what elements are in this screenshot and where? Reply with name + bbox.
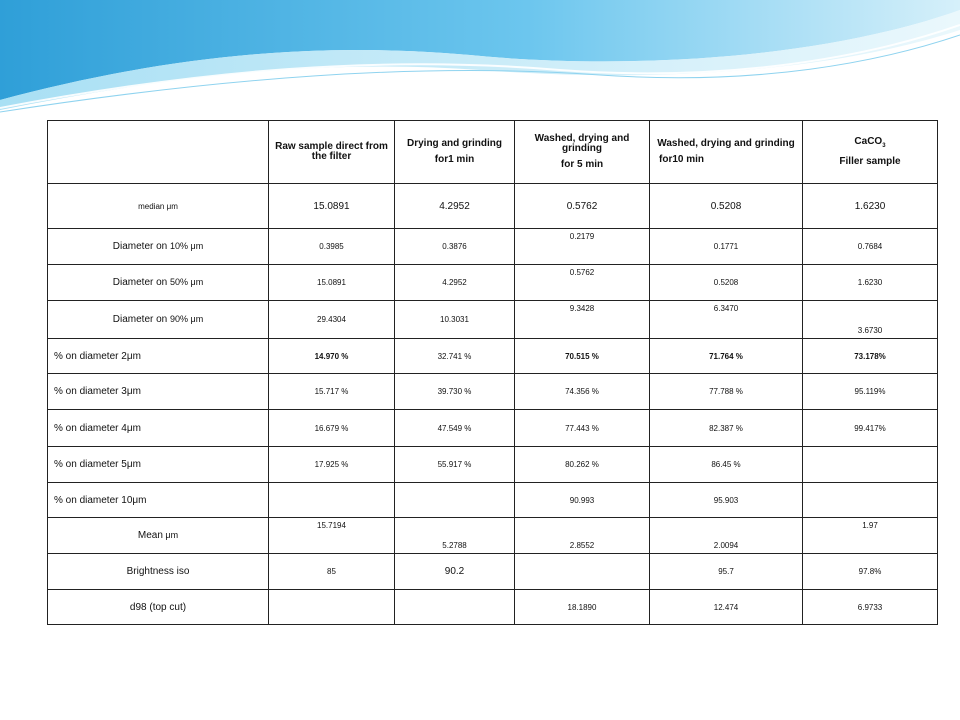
table-cell — [269, 590, 395, 625]
table-cell: 15.0891 — [269, 265, 395, 301]
table-cell: 0.5208 — [650, 265, 803, 301]
header-washed-10min: Washed, drying and grinding for10 min — [650, 121, 803, 184]
table-cell: 0.3876 — [395, 229, 515, 265]
table-cell: 15.717 % — [269, 374, 395, 410]
table-cell: 71.764 % — [650, 339, 803, 374]
table-cell — [269, 483, 395, 518]
table-cell: 85 — [269, 554, 395, 590]
table-cell: 99.417% — [803, 410, 938, 447]
header-caco3-filler: CaCO$_3$ Filler sample — [803, 121, 938, 184]
table-row — [48, 229, 938, 265]
table-cell — [803, 483, 938, 518]
table-cell: 95.903 — [650, 483, 803, 518]
table-cell: 47.549 % — [395, 410, 515, 447]
particle-size-table — [47, 120, 938, 625]
table-cell: 6.9733 — [803, 590, 938, 625]
table-row — [48, 265, 938, 301]
table-cell: 0.5208 — [650, 184, 803, 229]
row-label: d98 (top cut) — [48, 590, 269, 625]
table-cell: 90.2 — [395, 554, 515, 590]
table-cell: 95.119% — [803, 374, 938, 410]
row-label: Diameter on 50% μm — [48, 265, 269, 301]
table-cell: 74.356 % — [515, 374, 650, 410]
table-cell: 77.788 % — [650, 374, 803, 410]
table-cell: 39.730 % — [395, 374, 515, 410]
table-row — [48, 447, 938, 483]
table-cell: 17.925 % — [269, 447, 395, 483]
table-cell: 86.45 % — [650, 447, 803, 483]
table-cell: 2.8552 — [515, 518, 650, 554]
table-cell: 5.2788 — [395, 518, 515, 554]
table-row — [48, 339, 938, 374]
row-label: % on diameter 3μm — [48, 374, 269, 410]
table-cell: 0.7684 — [803, 229, 938, 265]
row-label: Diameter on 90% μm — [48, 301, 269, 339]
table-cell: 0.5762 — [515, 265, 650, 301]
table-cell: 0.5762 — [515, 184, 650, 229]
table-cell: 14.970 % — [269, 339, 395, 374]
table-cell: 0.2179 — [515, 229, 650, 265]
table-row — [48, 590, 938, 625]
row-label: Brightness iso — [48, 554, 269, 590]
table-cell: 73.178% — [803, 339, 938, 374]
table-cell: 55.917 % — [395, 447, 515, 483]
table-cell: 2.0094 — [650, 518, 803, 554]
table-cell: 97.8% — [803, 554, 938, 590]
table-row — [48, 184, 938, 229]
table-cell: 16.679 % — [269, 410, 395, 447]
table-cell: 10.3031 — [395, 301, 515, 339]
table-row — [48, 518, 938, 554]
table-cell: 77.443 % — [515, 410, 650, 447]
table-cell: 15.7194 — [269, 518, 395, 554]
table-row — [48, 483, 938, 518]
row-label: % on diameter 10μm — [48, 483, 269, 518]
table-row — [48, 554, 938, 590]
table-row — [48, 374, 938, 410]
row-label: % on diameter 2μm — [48, 339, 269, 374]
table-cell — [395, 483, 515, 518]
table-cell: 9.3428 — [515, 301, 650, 339]
table-cell: 12.474 — [650, 590, 803, 625]
table-cell: 95.7 — [650, 554, 803, 590]
header-raw-sample: Raw sample direct from the filter — [269, 121, 395, 184]
table-cell — [395, 590, 515, 625]
table-cell: 4.2952 — [395, 184, 515, 229]
table-cell: 80.262 % — [515, 447, 650, 483]
table-cell: 82.387 % — [650, 410, 803, 447]
table-cell: 1.6230 — [803, 184, 938, 229]
row-label: % on diameter 4μm — [48, 410, 269, 447]
table-row — [48, 410, 938, 447]
header-blank-cell — [48, 121, 269, 184]
table-cell: 6.3470 — [650, 301, 803, 339]
table-cell: 1.97 — [803, 518, 938, 554]
table-cell: 90.993 — [515, 483, 650, 518]
header-row — [48, 121, 938, 184]
row-label: % on diameter 5μm — [48, 447, 269, 483]
table-cell: 70.515 % — [515, 339, 650, 374]
table-cell: 15.0891 — [269, 184, 395, 229]
header-drying-1min: Drying and grinding for1 min — [395, 121, 515, 184]
row-label: Diameter on 10% μm — [48, 229, 269, 265]
table-cell: 3.6730 — [803, 301, 938, 339]
table-cell: 32.741 % — [395, 339, 515, 374]
table-cell: 0.1771 — [650, 229, 803, 265]
table-cell — [803, 447, 938, 483]
table-cell — [515, 554, 650, 590]
table-cell: 0.3985 — [269, 229, 395, 265]
table-cell: 18.1890 — [515, 590, 650, 625]
table-row — [48, 301, 938, 339]
row-label: Mean μm — [48, 518, 269, 554]
table-cell: 29.4304 — [269, 301, 395, 339]
row-label: median μm — [48, 184, 269, 229]
table-cell: 4.2952 — [395, 265, 515, 301]
header-washed-5min: Washed, drying and grinding for 5 min — [515, 121, 650, 184]
table-cell: 1.6230 — [803, 265, 938, 301]
